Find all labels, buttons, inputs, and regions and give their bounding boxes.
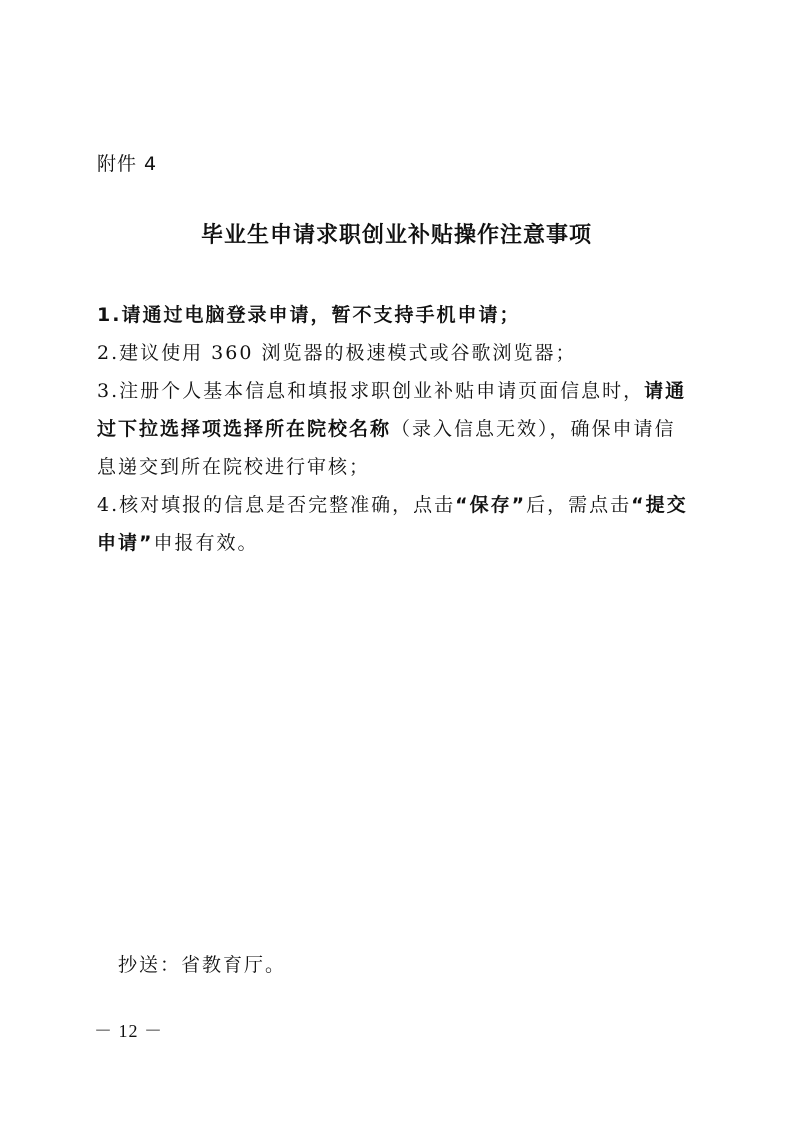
notice-list bbox=[97, 296, 692, 562]
notice-item-4-pre: 4.核对填报的信息是否完整准确，点击 bbox=[97, 494, 456, 516]
notice-item-4 bbox=[97, 486, 692, 562]
notice-item-3-pre: 3.注册个人基本信息和填报求职创业补贴申请页面信息时， bbox=[97, 380, 645, 402]
notice-item-3-bold: 请通过下拉选择项选择所在院校名称 bbox=[97, 380, 687, 440]
notice-item-3 bbox=[97, 372, 692, 486]
document-title: 毕业生申请求职创业补贴操作注意事项 bbox=[200, 223, 592, 248]
notice-item-4-mid: 后，需点击 bbox=[526, 494, 632, 516]
notice-item-4-post: 申报有效。 bbox=[153, 532, 259, 554]
notice-item-4-bold-submit: “提交申请” bbox=[97, 494, 688, 554]
cc-line: 抄送：省教育厅。 bbox=[118, 954, 287, 976]
notice-item-1 bbox=[97, 296, 692, 334]
page-number: － 12 － bbox=[94, 1021, 163, 1041]
notice-item-1-bold: 1.请通过电脑登录申请，暂不支持手机申请； bbox=[97, 304, 521, 326]
notice-item-2 bbox=[97, 334, 692, 372]
notice-item-4-bold-save: “保存” bbox=[455, 494, 527, 516]
attachment-label: 附件 4 bbox=[97, 153, 158, 175]
notice-item-2-text: 2.建议使用 360 浏览器的极速模式或谷歌浏览器； bbox=[97, 342, 577, 364]
notice-item-3-post: （录入信息无效），确保申请信息递交到所在院校进行审核； bbox=[97, 418, 676, 478]
